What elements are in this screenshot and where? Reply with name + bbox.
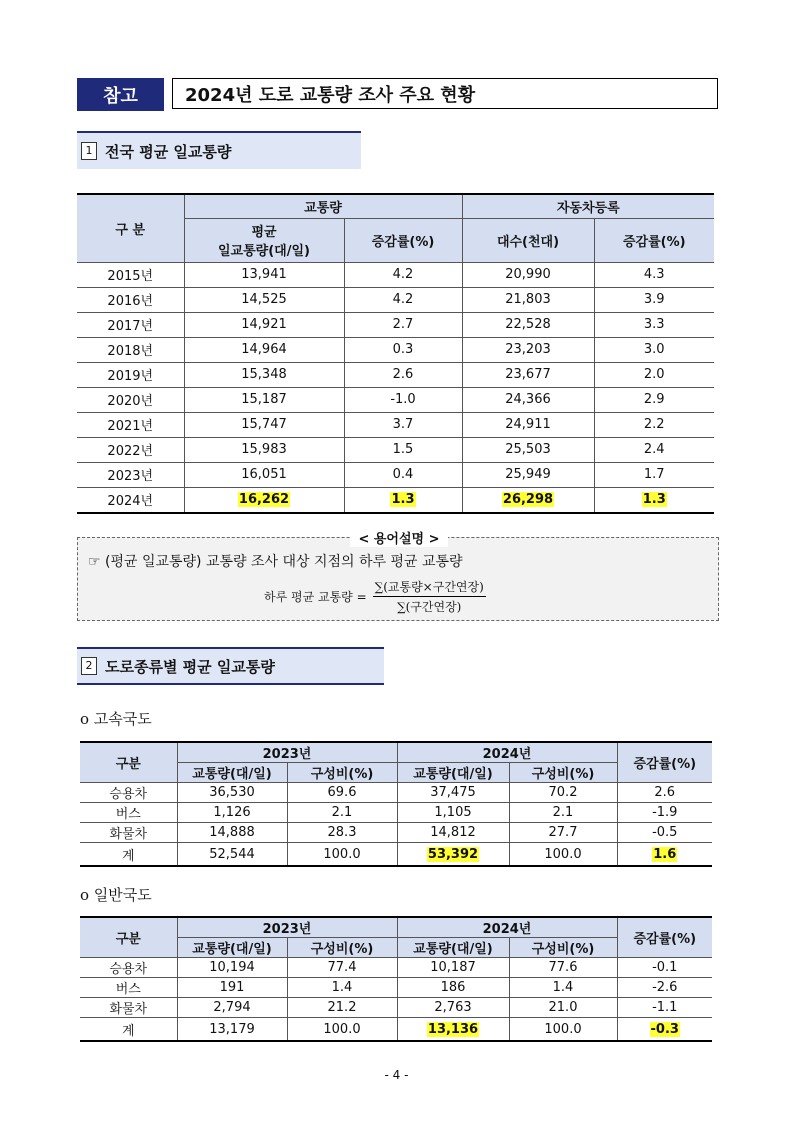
table-cell: 52,544 bbox=[177, 843, 287, 867]
table-cell: 14,812 bbox=[397, 823, 509, 843]
highlighted-value: -0.3 bbox=[650, 1021, 679, 1037]
header-row bbox=[80, 917, 712, 938]
formula-denominator: ∑(구간연장) bbox=[397, 600, 462, 614]
formula-fraction bbox=[373, 578, 486, 615]
table-cell: 20,990 bbox=[462, 262, 594, 287]
table-cell: 21,803 bbox=[462, 287, 594, 312]
table-cell: 2,763 bbox=[397, 998, 509, 1018]
formula-numerator: ∑(교통량×구간연장) bbox=[373, 578, 486, 597]
share-subheader: 구성비(%) bbox=[287, 763, 397, 783]
table-cell: 28.3 bbox=[287, 823, 397, 843]
table-row bbox=[80, 783, 712, 803]
table-cell: -1.9 bbox=[617, 803, 712, 823]
table-cell: 191 bbox=[177, 978, 287, 998]
vehicle-count-header: 대수(천대) bbox=[462, 218, 594, 262]
share-subheader: 구성비(%) bbox=[287, 938, 397, 958]
glossary-title bbox=[78, 528, 720, 547]
traffic-subheader: 교통량(대/일) bbox=[177, 763, 287, 783]
section-number: 1 bbox=[81, 142, 97, 160]
table-cell: 70.2 bbox=[509, 783, 617, 803]
section-title: 전국 평균 일교통량 bbox=[105, 142, 232, 161]
row-label: 버스 bbox=[80, 803, 177, 823]
table-row bbox=[77, 337, 714, 362]
row-year: 2022년 bbox=[77, 437, 184, 462]
table-cell: 23,203 bbox=[462, 337, 594, 362]
table-cell: 1.7 bbox=[594, 462, 714, 487]
row-year: 2017년 bbox=[77, 312, 184, 337]
table-cell: 100.0 bbox=[287, 1018, 397, 1042]
table-row bbox=[80, 803, 712, 823]
table-cell: 2.4 bbox=[594, 437, 714, 462]
vehicle-group-header: 자동차등록 bbox=[462, 194, 714, 218]
table-cell: -0.5 bbox=[617, 823, 712, 843]
table-cell bbox=[594, 487, 714, 513]
year-2024-header: 2024년 bbox=[397, 917, 617, 938]
table-cell: 14,921 bbox=[184, 312, 344, 337]
section-title: 도로종류별 평균 일교통량 bbox=[105, 657, 275, 676]
table-cell: 2.0 bbox=[594, 362, 714, 387]
table-cell: 2,794 bbox=[177, 998, 287, 1018]
row-label: 화물차 bbox=[80, 998, 177, 1018]
table-cell bbox=[617, 843, 712, 867]
glossary-definition: ☞ (평균 일교통량) 교통량 조사 대상 지점의 하루 평균 교통량 bbox=[88, 554, 463, 570]
table-cell: 15,348 bbox=[184, 362, 344, 387]
share-subheader: 구성비(%) bbox=[509, 763, 617, 783]
table-cell: 4.2 bbox=[344, 287, 462, 312]
national-road-heading: o 일반국도 bbox=[80, 886, 152, 904]
row-year: 2020년 bbox=[77, 387, 184, 412]
row-label: 승용차 bbox=[80, 783, 177, 803]
table-cell: 77.6 bbox=[509, 958, 617, 978]
row-label: 버스 bbox=[80, 978, 177, 998]
table-cell: 100.0 bbox=[287, 843, 397, 867]
table-cell: 21.0 bbox=[509, 998, 617, 1018]
table-cell: 15,187 bbox=[184, 387, 344, 412]
table-corner-header: 구분 bbox=[80, 742, 177, 783]
row-label: 화물차 bbox=[80, 823, 177, 843]
table-cell bbox=[397, 843, 509, 867]
highlighted-value: 16,262 bbox=[238, 492, 290, 507]
row-year: 2019년 bbox=[77, 362, 184, 387]
page-title: 2024년 도로 교통량 조사 주요 현황 bbox=[172, 78, 718, 109]
section-heading-road-type bbox=[77, 647, 384, 685]
table-cell: 0.4 bbox=[344, 462, 462, 487]
table-row bbox=[80, 998, 712, 1018]
table-cell: 1.4 bbox=[509, 978, 617, 998]
table-cell bbox=[617, 1018, 712, 1042]
highlighted-value: 1.3 bbox=[642, 492, 666, 507]
glossary-box bbox=[77, 532, 719, 621]
formula bbox=[264, 578, 486, 615]
table-cell: -1.1 bbox=[617, 998, 712, 1018]
table-cell: 2.2 bbox=[594, 412, 714, 437]
table-cell bbox=[397, 1018, 509, 1042]
table-cell: 1.5 bbox=[344, 437, 462, 462]
section-number: 2 bbox=[81, 657, 97, 675]
traffic-subheader: 교통량(대/일) bbox=[397, 763, 509, 783]
table-cell: 2.6 bbox=[344, 362, 462, 387]
table-cell: -0.1 bbox=[617, 958, 712, 978]
table-cell: 36,530 bbox=[177, 783, 287, 803]
highlighted-value: 1.6 bbox=[653, 846, 677, 862]
highway-table bbox=[80, 741, 712, 867]
table-row bbox=[77, 312, 714, 337]
year-2023-header: 2023년 bbox=[177, 917, 397, 938]
table-cell: 1,105 bbox=[397, 803, 509, 823]
table-corner-header: 구 분 bbox=[77, 194, 184, 262]
table-cell: 10,194 bbox=[177, 958, 287, 978]
table-row bbox=[80, 978, 712, 998]
formula-lhs: 하루 평균 교통량 = bbox=[264, 590, 367, 604]
table-row bbox=[77, 362, 714, 387]
table-cell: 186 bbox=[397, 978, 509, 998]
table-row bbox=[80, 958, 712, 978]
table-cell: 1.4 bbox=[287, 978, 397, 998]
table-cell: 13,179 bbox=[177, 1018, 287, 1042]
row-label: 계 bbox=[80, 843, 177, 867]
table-cell: -2.6 bbox=[617, 978, 712, 998]
highway-heading: o 고속국도 bbox=[80, 710, 152, 728]
table-cell: 4.2 bbox=[344, 262, 462, 287]
table-cell: 27.7 bbox=[509, 823, 617, 843]
header-line: 평균 bbox=[251, 225, 277, 240]
row-label: 계 bbox=[80, 1018, 177, 1042]
highlighted-value: 1.3 bbox=[391, 492, 415, 507]
table-row bbox=[80, 823, 712, 843]
row-year: 2015년 bbox=[77, 262, 184, 287]
table-cell bbox=[344, 487, 462, 513]
total-row bbox=[80, 843, 712, 867]
table-cell: 2.9 bbox=[594, 387, 714, 412]
year-2024-header: 2024년 bbox=[397, 742, 617, 763]
total-row bbox=[80, 1018, 712, 1042]
share-subheader: 구성비(%) bbox=[509, 938, 617, 958]
row-year: 2023년 bbox=[77, 462, 184, 487]
page-number: - 4 - bbox=[384, 1068, 409, 1082]
row-year: 2024년 bbox=[77, 487, 184, 513]
table-cell: 25,949 bbox=[462, 462, 594, 487]
table-cell: 77.4 bbox=[287, 958, 397, 978]
table-cell: 14,888 bbox=[177, 823, 287, 843]
table-corner-header: 구분 bbox=[80, 917, 177, 958]
table-cell: 3.7 bbox=[344, 412, 462, 437]
row-year: 2018년 bbox=[77, 337, 184, 362]
header-row bbox=[80, 742, 712, 763]
table-cell: 2.1 bbox=[509, 803, 617, 823]
rate-header: 증감률(%) bbox=[617, 742, 712, 783]
highlighted-value: 13,136 bbox=[427, 1021, 479, 1037]
rate-header: 증감률(%) bbox=[617, 917, 712, 958]
traffic-subheader: 교통량(대/일) bbox=[177, 938, 287, 958]
table-cell: 16,051 bbox=[184, 462, 344, 487]
table-cell: 14,964 bbox=[184, 337, 344, 362]
table-cell: 3.9 bbox=[594, 287, 714, 312]
traffic-subheader: 교통량(대/일) bbox=[397, 938, 509, 958]
table-cell: 1,126 bbox=[177, 803, 287, 823]
avg-daily-traffic-header bbox=[184, 218, 344, 262]
table-cell: 3.3 bbox=[594, 312, 714, 337]
national-road-table bbox=[80, 916, 712, 1042]
year-2023-header: 2023년 bbox=[177, 742, 397, 763]
table-cell: 10,187 bbox=[397, 958, 509, 978]
table-cell: 23,677 bbox=[462, 362, 594, 387]
table-cell bbox=[462, 487, 594, 513]
table-cell: 24,366 bbox=[462, 387, 594, 412]
table-row bbox=[77, 387, 714, 412]
table-cell bbox=[184, 487, 344, 513]
row-year: 2016년 bbox=[77, 287, 184, 312]
table-row bbox=[77, 462, 714, 487]
table-cell: 2.1 bbox=[287, 803, 397, 823]
table-row bbox=[77, 487, 714, 513]
table-row bbox=[77, 262, 714, 287]
section-heading-national-average bbox=[77, 131, 361, 169]
highlighted-value: 53,392 bbox=[427, 846, 479, 862]
table-cell: 25,503 bbox=[462, 437, 594, 462]
table-cell: 3.0 bbox=[594, 337, 714, 362]
table-row bbox=[77, 412, 714, 437]
table-cell: 15,747 bbox=[184, 412, 344, 437]
table-cell: 22,528 bbox=[462, 312, 594, 337]
header-line: 일교통량(대/일) bbox=[218, 244, 310, 259]
table-cell: 4.3 bbox=[594, 262, 714, 287]
table-cell: 37,475 bbox=[397, 783, 509, 803]
table-cell: 2.6 bbox=[617, 783, 712, 803]
table-cell: -1.0 bbox=[344, 387, 462, 412]
table-cell: 21.2 bbox=[287, 998, 397, 1018]
table-cell: 14,525 bbox=[184, 287, 344, 312]
glossary-title-text: < 용어설명 > bbox=[350, 532, 447, 547]
table-row bbox=[77, 287, 714, 312]
highlighted-value: 26,298 bbox=[502, 492, 554, 507]
national-average-table bbox=[77, 193, 714, 514]
table-cell: 69.6 bbox=[287, 783, 397, 803]
table-cell: 13,941 bbox=[184, 262, 344, 287]
vehicle-rate-header: 증감률(%) bbox=[594, 218, 714, 262]
table-cell: 100.0 bbox=[509, 1018, 617, 1042]
table-cell: 15,983 bbox=[184, 437, 344, 462]
table-cell: 2.7 bbox=[344, 312, 462, 337]
traffic-group-header: 교통량 bbox=[184, 194, 462, 218]
table-cell: 0.3 bbox=[344, 337, 462, 362]
table-cell: 100.0 bbox=[509, 843, 617, 867]
table-row bbox=[77, 437, 714, 462]
traffic-rate-header: 증감률(%) bbox=[344, 218, 462, 262]
reference-badge: 참고 bbox=[77, 78, 164, 111]
row-label: 승용차 bbox=[80, 958, 177, 978]
table-cell: 24,911 bbox=[462, 412, 594, 437]
row-year: 2021년 bbox=[77, 412, 184, 437]
